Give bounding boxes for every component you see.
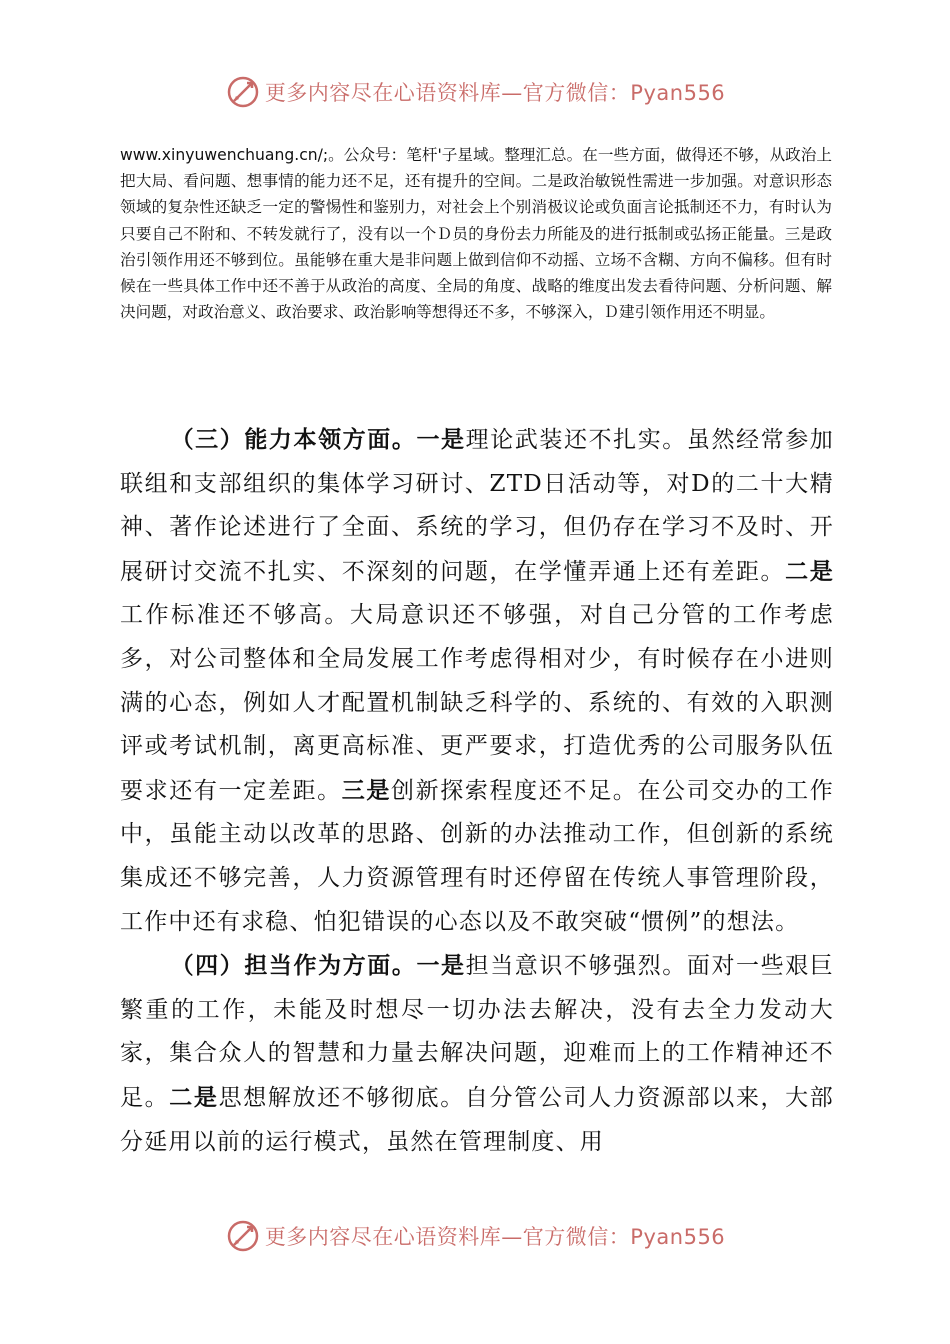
section-3-text1: 理论武装还不扎实。虽然经常参加联组和支部组织的集体学习研讨、ZTD日活动等，对D的二十大精神、著作论述进行了全面、系统的学习，但仍存在学习不及时、开展研讨交流不扎实、不深刻的问题，在学懂弄通上还有差距。	[120, 427, 835, 585]
section-3-text2: 工作标准还不够高。大局意识还不够强，对自己分管的工作考虑多，对公司整体和全局发展工作考虑得相对少，有时候存在小进则满的心态，例如人才配置机制缺乏科学的、系统的、有效的入职测评或考试机制，离更高标准、更严要求，打造优秀的公司服务队伍要求还有一定差距。	[120, 602, 834, 804]
section-4-text1: 担当意识不够强烈。面对一些艰巨繁重的工作，未能及时想尽一切办法去解决，没有去全力发动大家，集合众人的智慧和力量去解决问题，迎难而上的工作精神还不足。	[120, 953, 835, 1111]
section-4-paragraph	[120, 944, 834, 1164]
main-body	[120, 418, 834, 1164]
section-3-text3: 创新探索程度还不足。在公司交办的工作中，虽能主动以改革的思路、创新的办法推动工作，但创新的系统集成还不够完善，人力资源管理有时还停留在传统人事管理阶段，工作中还有求稳、怕犯错误的心态以及不敢突破“惯例”的想法。	[120, 777, 834, 935]
banner-text: 更多内容尽在心语资料库—官方微信：Pyan556	[264, 1225, 726, 1249]
intro-paragraph: www.xinyuwenchuang.cn/;。公众号：笔杆'子星域。整理汇总。在一些方面，做得还不够，从政治上把大局、看问题、想事情的能力还不足，还有提升的空间。二是政治敏锐性需进一步加强。对意识形态领域的复杂性还缺乏一定的警惕性和鉴别力，对社会上个别消极议论或负面言论抵制还不力，有时认为只要自己不附和、不转发就行了，没有以一个Ｄ员的身份去力所能及的进行抵制或弘扬正能量。三是政治引领作用还不够到位。虽能够在重大是非问题上做到信仰不动摇、立场不含糊、方向不偏移。但有时候在一些具体工作中还不善于从政治的高度、全局的角度、战略的维度出发去看待问题、分析问题、解决问题，对政治意义、政治要求、政治影响等想得还不多，不够深入，Ｄ建引领作用还不明显。	[120, 146, 832, 322]
section-4-text2: 思想解放还不够彻底。自分管公司人力资源部以来，大部分延用以前的运行模式，虽然在管理制度、用	[120, 1084, 835, 1155]
section-3-kw2: 二是	[785, 557, 834, 585]
section-3-paragraph	[120, 418, 834, 944]
section-3-kw3: 三是	[341, 776, 391, 804]
pen-logo-icon	[225, 1218, 261, 1254]
banner-text: 更多内容尽在心语资料库—官方微信：Pyan556	[264, 81, 726, 105]
section-4-kw1: 一是	[416, 952, 466, 980]
header-watermark-banner	[0, 72, 950, 112]
section-3-kw1: 一是	[416, 426, 466, 453]
section-4-heading: （四）担当作为方面。	[170, 952, 417, 980]
pen-logo-icon	[225, 74, 261, 110]
section-3-heading: （三）能力本领方面。	[170, 426, 417, 453]
footer-watermark-banner	[0, 1216, 950, 1256]
section-4-kw2: 二是	[169, 1083, 219, 1111]
